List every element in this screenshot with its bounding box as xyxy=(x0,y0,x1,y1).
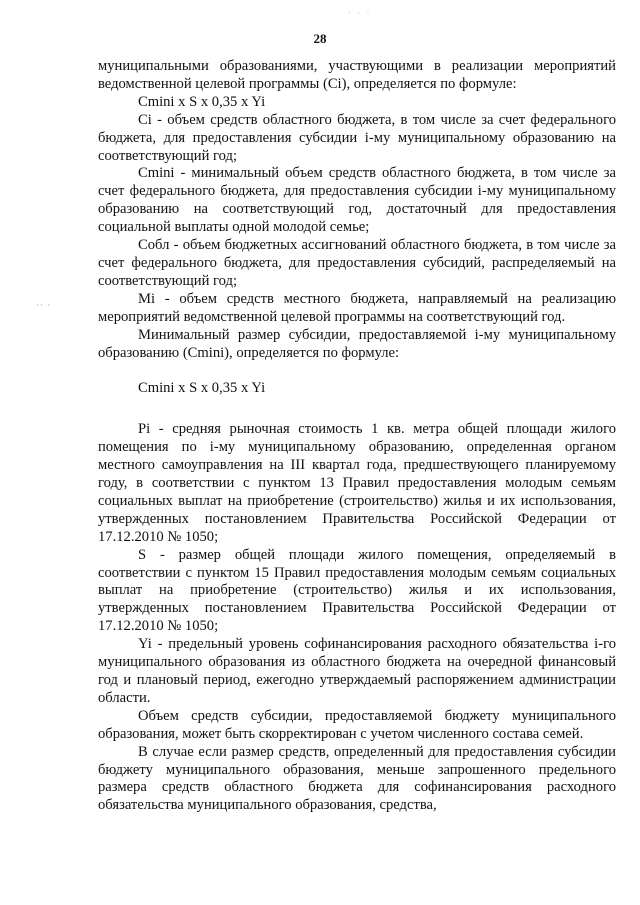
paragraph: Ci - объем средств областного бюджета, в том числе за счет федерального бюджета, для предоставления субсидии i-му муниципальному образованию на соответствующий год; xyxy=(98,111,616,164)
scan-artifact: ·· · xyxy=(36,300,52,310)
paragraph: Объем средств субсидии, предоставляемой бюджету муниципального образования, может быть скорректирован с учетом численного состава семей. xyxy=(98,707,616,742)
scan-artifact: · · · xyxy=(348,8,372,18)
paragraph: Минимальный размер субсидии, предоставляемой i-му муниципальному образованию (Cmini), определяется по формуле: xyxy=(98,326,616,361)
paragraph: S - размер общей площади жилого помещения, определяемый в соответствии с пунктом 15 Правил предоставления молодым семьям социальных выплат на приобретение (строительство) жилья и их использования, утвержденных постановлением Правительства Российской Федерации от 17.12.2010 № 1050; xyxy=(98,546,616,635)
paragraph: Pi - средняя рыночная стоимость 1 кв. метра общей площади жилого помещения по i-му муниципальному образованию, определенная органом местного самоуправления на III квартал года, предшествующего планируемому году, в соответствии с пунктом 13 Правил предоставления молодым семьям социальных выплат на приобретение (строительство) жилья и их использования, утвержденных постановлением Правительства Российской Федерации от 17.12.2010 № 1050; xyxy=(98,421,616,545)
paragraph: Cобл - объем бюджетных ассигнований областного бюджета, в том числе за счет федерального бюджета, для предоставления субсидий, распределяемый на соответствующий год; xyxy=(98,237,616,289)
paragraph: Cmini - минимальный объем средств областного бюджета, в том числе за счет федерального бюджета, для предоставления субсидии i-му муниципальному образованию на соответствующий год, достаточный для предоставления социальной выплаты одной молодой семье; xyxy=(98,165,616,236)
formula: Cmini x S x 0,35 x Yi xyxy=(138,93,266,110)
document-body xyxy=(98,58,616,815)
paragraph: В случае если размер средств, определенный для предоставления субсидии бюджету муниципального образования, меньше запрошенного предельного размера средств областного бюджета для софинансирования расходного обязательства муниципального образования, средства, xyxy=(98,743,616,814)
paragraph: муниципальными образованиями, участвующими в реализации мероприятий ведомственной целевой программы (Ci), определяется по формуле: xyxy=(98,58,616,92)
formula: Cmini x S x 0,35 x Yi xyxy=(138,380,266,397)
page-number: 28 xyxy=(313,31,327,46)
paragraph: Mi - объем средств местного бюджета, направляемый на реализацию мероприятий ведомственной целевой программы на соответствующий год. xyxy=(98,290,616,325)
paragraph: Yi - предельный уровень софинансирования расходного обязательства i-го муниципального образования из областного бюджета на очередной финансовый год и плановый период, ежегодно утверждаемый распоряжением администрации области. xyxy=(98,636,616,706)
